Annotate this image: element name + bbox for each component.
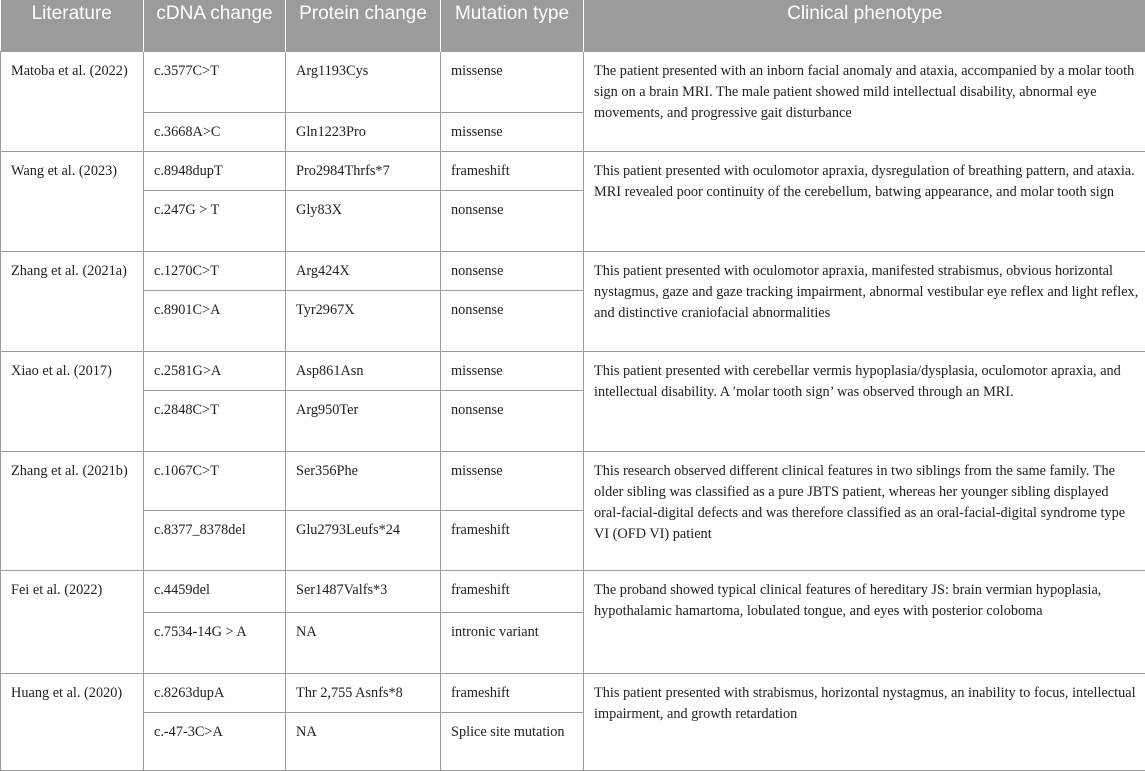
mutation-cell: nonsense xyxy=(441,390,584,451)
protein-cell: Arg1193Cys xyxy=(286,51,441,112)
cdna-cell: c.-47-3C>A xyxy=(144,712,286,770)
literature-cell: Xiao et al. (2017) xyxy=(1,351,144,451)
table-row xyxy=(1,451,1145,510)
literature-cell: Wang et al. (2023) xyxy=(1,151,144,251)
header-row xyxy=(1,0,1145,51)
table-row xyxy=(1,251,1145,290)
header-protein-change: Protein change xyxy=(286,0,441,51)
cdna-cell: c.8263dupA xyxy=(144,673,286,712)
cdna-cell: c.8377_8378del xyxy=(144,510,286,570)
table-row xyxy=(1,351,1145,390)
literature-cell: Matoba et al. (2022) xyxy=(1,51,144,151)
protein-cell: Thr 2,755 Asnfs*8 xyxy=(286,673,441,712)
protein-cell: Asp861Asn xyxy=(286,351,441,390)
cdna-cell: c.8901C>A xyxy=(144,290,286,351)
cdna-cell: c.3668A>C xyxy=(144,112,286,151)
header-clinical-phenotype: Clinical phenotype xyxy=(584,0,1145,51)
mutation-cell: frameshift xyxy=(441,570,584,612)
literature-cell: Fei et al. (2022) xyxy=(1,570,144,673)
protein-cell: Tyr2967X xyxy=(286,290,441,351)
table-row xyxy=(1,151,1145,190)
phenotype-cell: This patient presented with oculomotor apraxia, manifested strabismus, obvious horizontal nystagmus, gaze and gaze tracking impairment, abnormal vestibular eye reflex and light reflex, and distinctive craniofacial abnormalities xyxy=(584,251,1145,351)
mutation-cell: nonsense xyxy=(441,190,584,251)
phenotype-cell: This patient presented with oculomotor apraxia, dysregulation of breathing pattern, and ataxia. MRI revealed poor continuity of the cerebellum, batwing appearance, and molar tooth sign xyxy=(584,151,1145,251)
mutation-cell: intronic variant xyxy=(441,612,584,673)
phenotype-cell: The patient presented with an inborn facial anomaly and ataxia, accompanied by a molar tooth sign on a brain MRI. The male patient showed mild intellectual disability, abnormal eye movements, and progressive gait disturbance xyxy=(584,51,1145,151)
protein-cell: Ser1487Valfs*3 xyxy=(286,570,441,612)
protein-cell: Pro2984Thrfs*7 xyxy=(286,151,441,190)
phenotype-cell: This patient presented with strabismus, horizontal nystagmus, an inability to focus, intellectual impairment, and growth retardation xyxy=(584,673,1145,770)
header-mutation-type: Mutation type xyxy=(441,0,584,51)
mutation-cell: Splice site mutation xyxy=(441,712,584,770)
header-cdna-change: cDNA change xyxy=(144,0,286,51)
protein-cell: Arg424X xyxy=(286,251,441,290)
table-row xyxy=(1,673,1145,712)
phenotype-cell: The proband showed typical clinical features of hereditary JS: brain vermian hypoplasia, hypothalamic hamartoma, lobulated tongue, and eyes with posterior coloboma xyxy=(584,570,1145,673)
mutation-cell: missense xyxy=(441,351,584,390)
mutation-cell: missense xyxy=(441,112,584,151)
mutation-cell: frameshift xyxy=(441,510,584,570)
cdna-cell: c.3577C>T xyxy=(144,51,286,112)
literature-cell: Zhang et al. (2021a) xyxy=(1,251,144,351)
cdna-cell: c.1067C>T xyxy=(144,451,286,510)
table-header xyxy=(1,0,1145,51)
protein-cell: Arg950Ter xyxy=(286,390,441,451)
table-body xyxy=(1,51,1145,770)
phenotype-cell: This research observed different clinical features in two siblings from the same family. The older sibling was classified as a pure JBTS patient, whereas her younger sibling displayed oral-facial-digital defects and was therefore classified as an oral-facial-digital syndrome type VI (OFD VI) patient xyxy=(584,451,1145,570)
protein-cell: Gln1223Pro xyxy=(286,112,441,151)
literature-cell: Huang et al. (2020) xyxy=(1,673,144,770)
mutation-cell: frameshift xyxy=(441,151,584,190)
cdna-cell: c.2581G>A xyxy=(144,351,286,390)
header-literature: Literature xyxy=(1,0,144,51)
table-row xyxy=(1,570,1145,612)
mutation-cell: nonsense xyxy=(441,251,584,290)
cdna-cell: c.7534-14G > A xyxy=(144,612,286,673)
protein-cell: NA xyxy=(286,612,441,673)
protein-cell: NA xyxy=(286,712,441,770)
protein-cell: Gly83X xyxy=(286,190,441,251)
literature-cell: Zhang et al. (2021b) xyxy=(1,451,144,570)
protein-cell: Ser356Phe xyxy=(286,451,441,510)
cdna-cell: c.4459del xyxy=(144,570,286,612)
cdna-cell: c.247G > T xyxy=(144,190,286,251)
mutation-cell: frameshift xyxy=(441,673,584,712)
phenotype-cell: This patient presented with cerebellar vermis hypoplasia/dysplasia, oculomotor apraxia, and intellectual disability. A ′molar tooth sign’ was observed through an MRI. xyxy=(584,351,1145,451)
protein-cell: Glu2793Leufs*24 xyxy=(286,510,441,570)
cdna-cell: c.8948dupT xyxy=(144,151,286,190)
cdna-cell: c.1270C>T xyxy=(144,251,286,290)
cdna-cell: c.2848C>T xyxy=(144,390,286,451)
table-row xyxy=(1,51,1145,112)
mutation-cell: nonsense xyxy=(441,290,584,351)
mutation-cell: missense xyxy=(441,51,584,112)
mutation-cell: missense xyxy=(441,451,584,510)
